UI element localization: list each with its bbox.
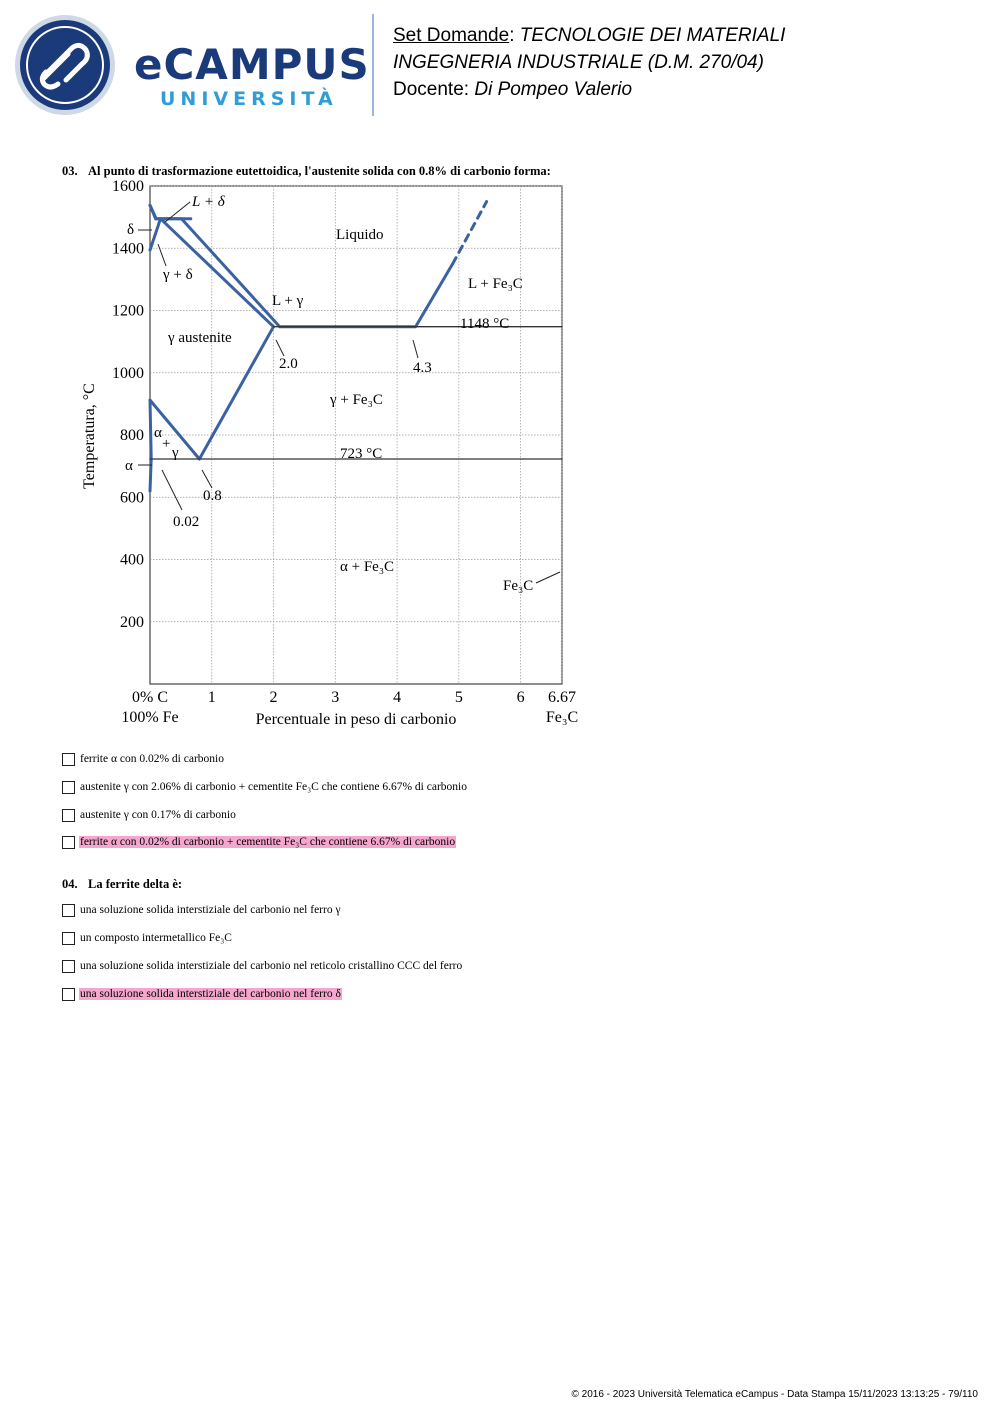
question-text: La ferrite delta è: [88, 877, 183, 891]
answer-checkbox[interactable] [62, 988, 75, 1001]
logo-subtitle: UNIVERSITÀ [160, 88, 338, 110]
annotation-1148: 1148 °C [460, 316, 510, 332]
question-03-option-3[interactable] [62, 807, 237, 823]
ecampus-logo-icon [14, 14, 116, 116]
page-footer: © 2016 - 2023 Università Telematica eCampus - Data Stampa 15/11/2023 13:13:25 - 79/110 [571, 1389, 978, 1400]
x-tick-label: 4 [393, 689, 402, 706]
question-04-title [62, 877, 182, 892]
phase-boundary-line [150, 400, 151, 491]
y-tick-label: 800 [120, 427, 144, 444]
question-number: 03. [62, 164, 78, 178]
y-tick-label: 1000 [112, 364, 144, 382]
x-tick-label: 2 [269, 689, 278, 706]
answer-checkbox[interactable] [62, 809, 75, 822]
answer-checkbox[interactable] [62, 904, 75, 917]
region-label-alpha-small: α [154, 425, 162, 441]
region-label-fe3c: Fe₃C [503, 578, 534, 594]
x-left-label-2: 100% Fe [121, 709, 179, 726]
region-label-l-gamma: L + γ [272, 293, 304, 309]
page-header [0, 0, 1000, 130]
x-tick-label: 6 [516, 689, 525, 706]
answer-checkbox[interactable] [62, 781, 75, 794]
y-tick-label: 400 [120, 551, 144, 569]
question-03-option-4[interactable] [62, 834, 456, 850]
question-number: 04. [62, 877, 78, 891]
region-label-austenite: γ austenite [168, 330, 232, 346]
option-text-highlighted: ferrite α con 0.02% di carbonio + cementite Fe₃C che contiene 6.67% di carbonio [80, 836, 456, 848]
teacher-label: Docente [393, 79, 464, 100]
answer-checkbox[interactable] [62, 753, 75, 766]
teacher-name: Di Pompeo Valerio [474, 79, 633, 100]
option-text: una soluzione solida interstiziale del carbonio nel reticolo cristallino CCC del ferro [80, 960, 463, 972]
y-tick-label: 1600 [112, 178, 144, 195]
question-03-option-1[interactable] [62, 751, 225, 767]
region-label-gamma-small: γ [172, 445, 179, 461]
question-text: Al punto di trasformazione eutettoidica, l'austenite solida con 0.8% di carbonio forma: [88, 164, 551, 178]
logo-wordmark: eCAMPUS [134, 40, 370, 89]
option-text: austenite γ con 2.06% di carbonio + cementite Fe₃C che contiene 6.67% di carbonio [80, 781, 467, 793]
header-divider [372, 14, 374, 116]
annotation-0-02: 0.02 [173, 514, 200, 530]
region-label-delta: δ [127, 222, 135, 238]
region-label-l-fe3c: L + Fe₃C [468, 276, 523, 292]
y-tick-label: 200 [120, 613, 144, 631]
annotation-723: 723 °C [340, 446, 383, 462]
y-axis-label: Temperatura, °C [81, 383, 98, 489]
answer-checkbox[interactable] [62, 836, 75, 849]
annotation-4-3: 4.3 [413, 360, 432, 376]
region-label-gamma-fe3c: γ + Fe₃C [330, 392, 383, 408]
x-tick-label: 6.67 [548, 689, 576, 706]
option-text: austenite γ con 0.17% di carbonio [80, 809, 236, 821]
option-text: ferrite α con 0.02% di carbonio [80, 753, 224, 765]
option-text-highlighted: una soluzione solida interstiziale del carbonio nel ferro δ [80, 988, 341, 1000]
region-label-gamma-delta: γ + δ [163, 267, 193, 283]
annotation-0-8: 0.8 [203, 488, 222, 504]
region-label-plus-small: + [162, 436, 171, 452]
y-tick-label: 600 [120, 489, 144, 507]
answer-checkbox[interactable] [62, 960, 75, 973]
question-03-option-2[interactable] [62, 779, 468, 795]
annotation-2-0: 2.0 [279, 356, 298, 372]
region-label-alpha-fe3c: α + Fe₃C [340, 559, 395, 575]
x-tick-label: 3 [331, 689, 340, 706]
degree-title: INGEGNERIA INDUSTRIALE (D.M. 270/04) [393, 52, 764, 73]
region-label-alpha: α [125, 458, 133, 474]
question-04-option-2[interactable] [62, 930, 233, 946]
fe-c-phase-diagram [70, 178, 590, 730]
x-right-label: Fe₃C [545, 709, 579, 726]
answer-checkbox[interactable] [62, 932, 75, 945]
question-04-option-4[interactable] [62, 986, 342, 1002]
x-tick-label: 5 [454, 689, 463, 706]
option-text: un composto intermetallico Fe₃C [80, 932, 232, 944]
set-label: Set Domande [393, 25, 510, 46]
header-info: Set Domande: TECNOLOGIE DEI MATERIALI INGEGNERIA INDUSTRIALE (D.M. 270/04) Docente: Di Pompeo Valerio [393, 25, 786, 100]
region-label-l-delta: L + δ [192, 194, 225, 210]
question-03-title [62, 164, 551, 179]
y-tick-label: 1400 [112, 240, 144, 258]
course-title: TECNOLOGIE DEI MATERIALI [519, 25, 786, 46]
y-tick-label: 1200 [112, 302, 144, 320]
x-axis-label: Percentuale in peso di carbonio [255, 711, 457, 728]
option-text: una soluzione solida interstiziale del carbonio nel ferro γ [80, 904, 341, 916]
question-04-option-1[interactable] [62, 902, 342, 918]
x-tick-label: 1 [207, 689, 216, 706]
x-left-label-1: 0% C [132, 689, 168, 706]
question-04-option-3[interactable] [62, 958, 463, 974]
region-label-liquido: Liquido [336, 227, 384, 243]
